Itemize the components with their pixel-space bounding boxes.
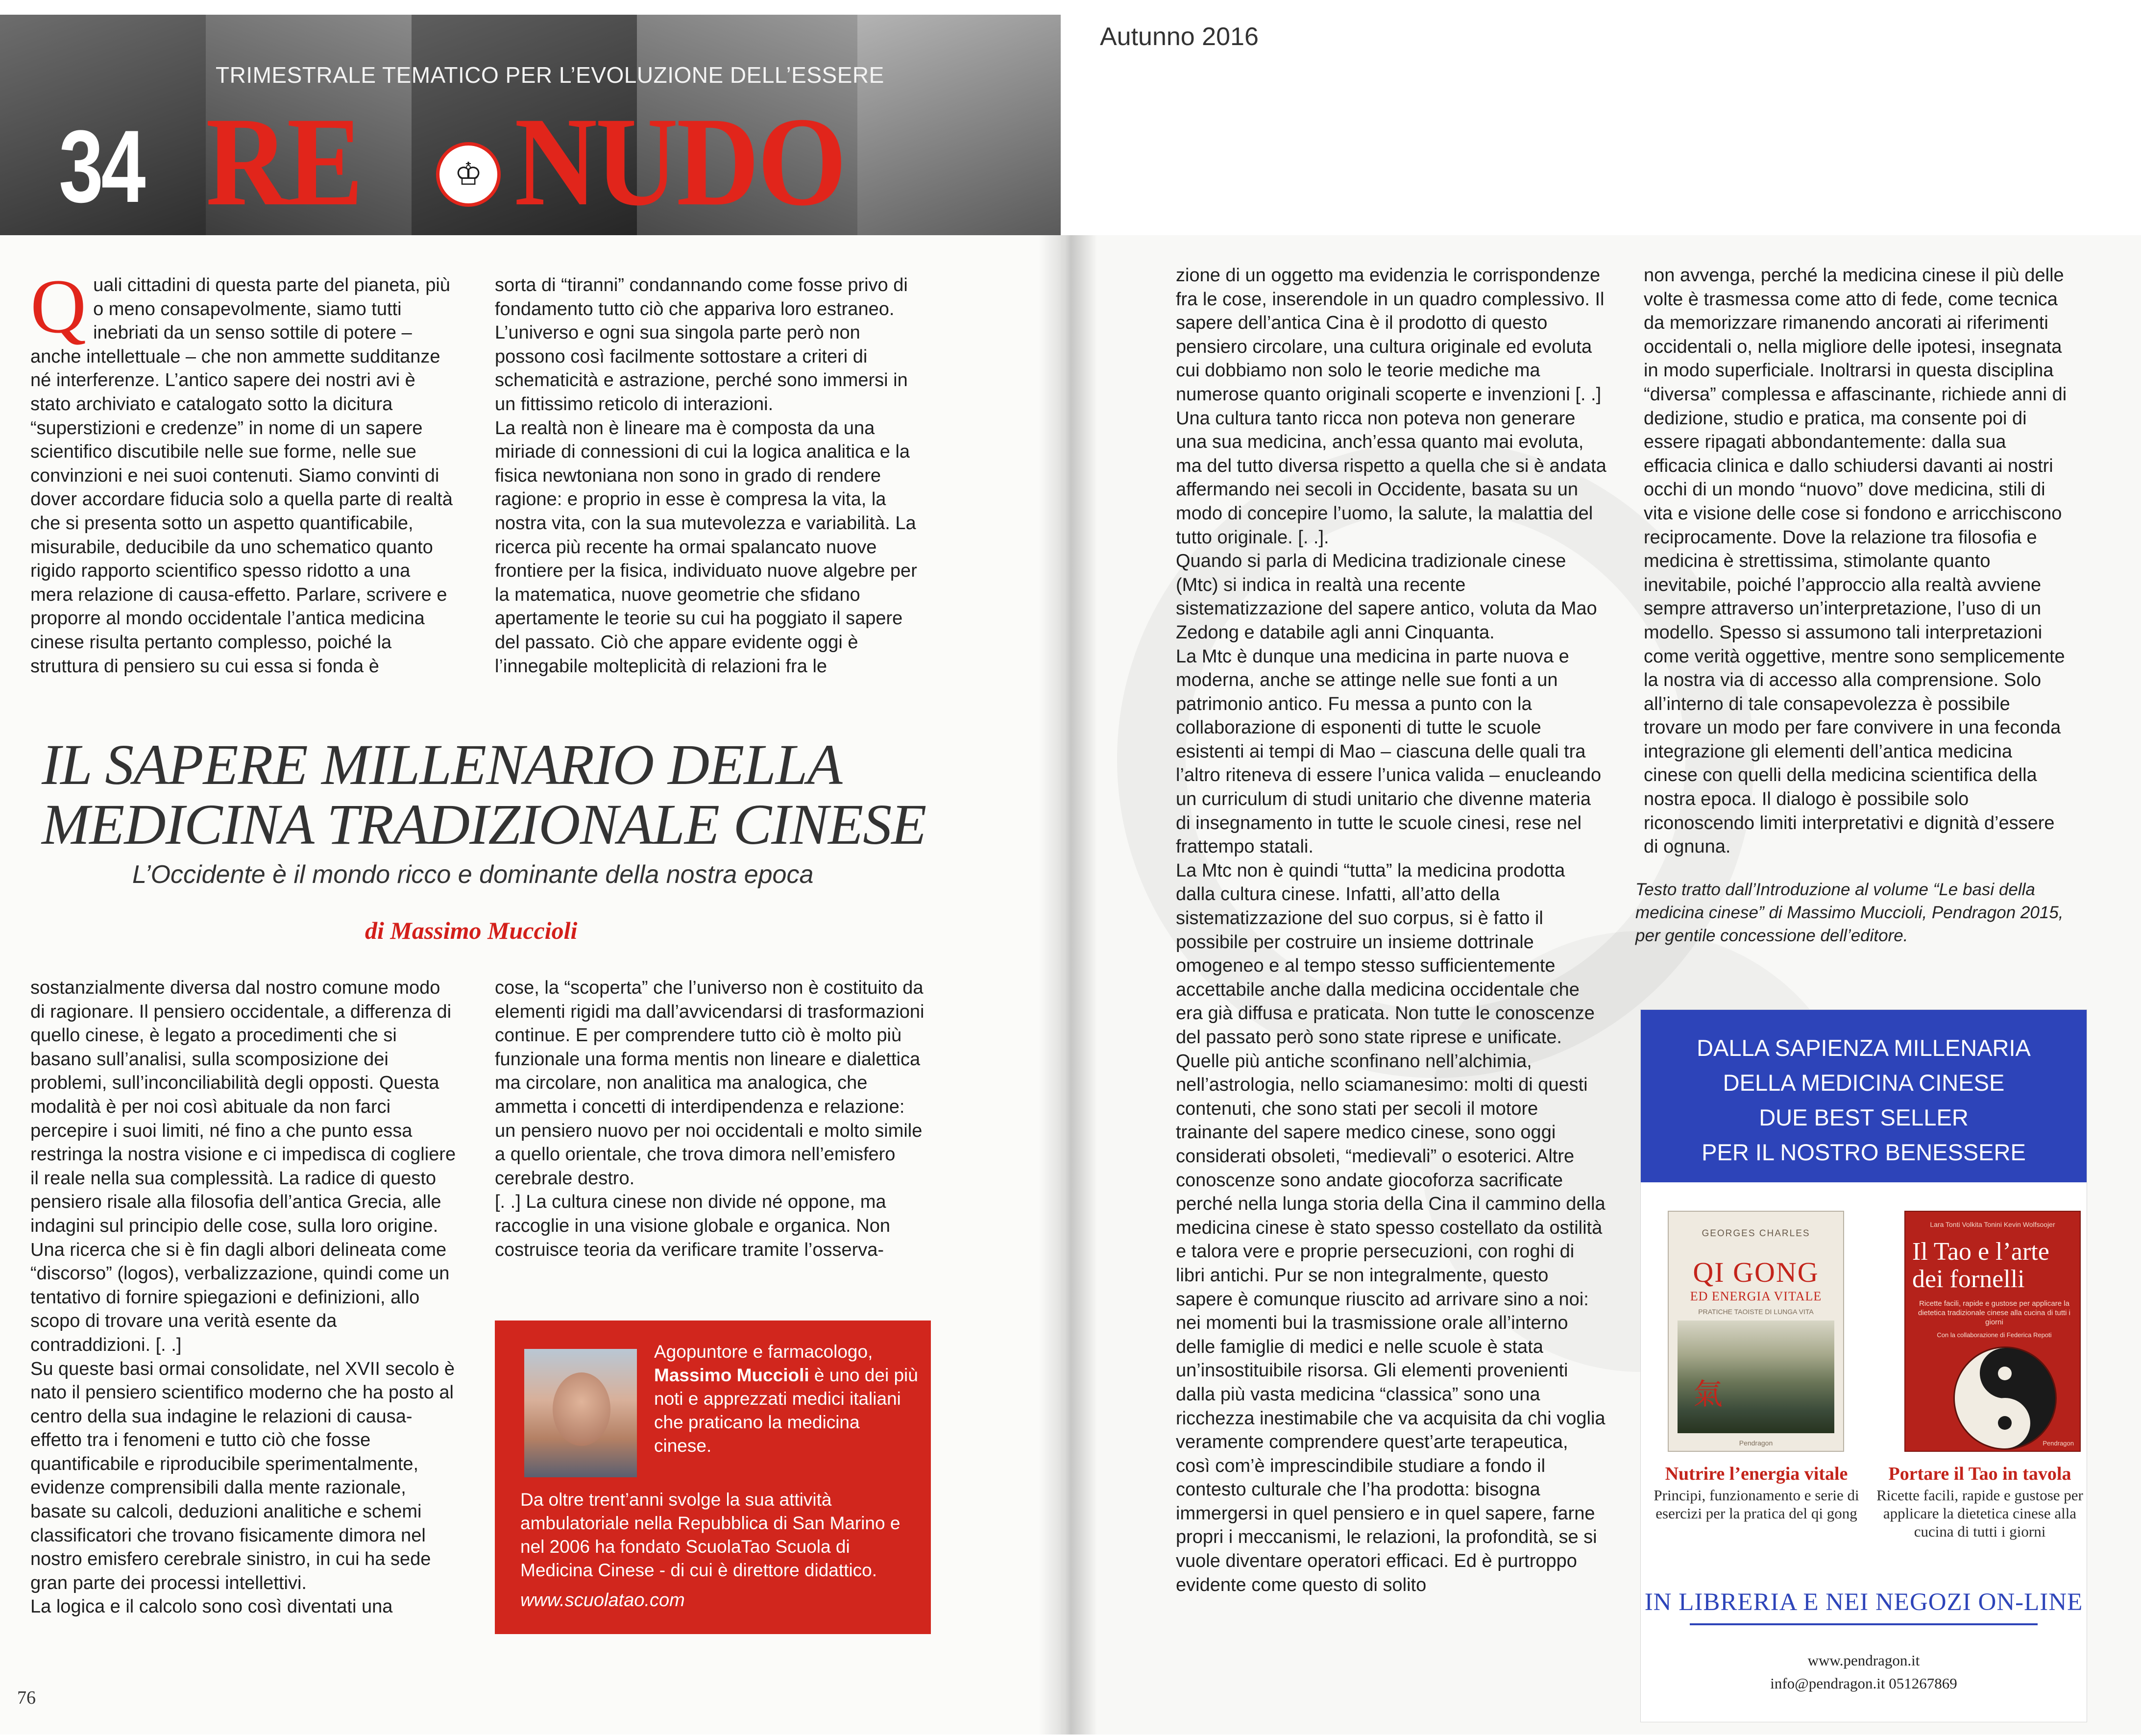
page-number: 76 (17, 1687, 36, 1708)
paragraph: [. .] La cultura cinese non divide né oppone, ma raccoglie in una visione globale e organica. Non costruisce teoria da verificare tramite l’osserva- (495, 1192, 890, 1260)
magazine-title: NUDO (514, 91, 845, 232)
paragraph: zione di un oggetto ma evidenzia le corrispondenze fra le cose, inserendole in un quadro complessivo. Il sapere dell’antica Cina è il prodotto di questo pensiero circolare, una cultura originale ed evoluta cui dobbiamo non solo le teorie mediche ma numerose quanto originali scoperte e invenzioni [. .] (1176, 265, 1605, 405)
ad-headline-line: PER IL NOSTRO BENESSERE (1702, 1139, 2026, 1165)
paragraph: uali cittadini di questa parte del pianeta, più o meno consapevolmente, siamo tutti inebriati da un senso sottile di potere – anche intellettuale – che non ammette sudditanze né interferenze. L’antico sapere dei nostri avi è stato archiviato e catalogato sotto la dicitura “superstizioni e credenze” in nome di un sapere scientifico discutibile nelle sue forme, nelle sue convinzioni e nei suoi contenuti. Siamo convinti di dover accordare fiducia solo a quella parte di realtà che si presenta sotto un aspetto quantificabile, misurabile, deducibile da uno schematico quanto rigido rapporto scientifico spesso ridotto a una mera relazione di causa-effetto. Parlare, scrivere e proporre al mondo occidentale l’antica medicina cinese risulta pertanto complesso, poiché la struttura di pensiero su cui essa si fonda è (30, 275, 453, 677)
paragraph: La logica e il calcolo sono così diventati una (30, 1596, 393, 1617)
book-caption-title: Portare il Tao in tavola (1888, 1464, 2071, 1484)
article-headline: IL SAPERE MILLENARIO DELLA MEDICINA TRADIZIONALE CINESE (42, 733, 926, 856)
article-byline: di Massimo Muccioli (365, 917, 578, 944)
book-tagline: PRATICHE TAOISTE DI LUNGA VITA (1698, 1308, 1814, 1316)
author-face (553, 1372, 610, 1446)
article-column-1-bottom (30, 976, 457, 1619)
article-column-2-top (495, 273, 926, 678)
book-publisher: Pendragon (2043, 1440, 2074, 1447)
article-column-3 (1176, 264, 1607, 1597)
book-caption-body: Principi, funzionamento e serie di esercizi per la pratica del qi gong (1654, 1487, 1859, 1522)
bio-name: Massimo Muccioli (654, 1365, 809, 1385)
yin-yang-icon (1953, 1346, 2057, 1450)
magazine-title: RE (206, 91, 362, 232)
publisher-contact: info@pendragon.it 051267869 (1770, 1675, 1957, 1692)
crown-emblem-icon: ♔ (436, 142, 501, 207)
drop-cap: Q (30, 264, 87, 349)
article-column-4 (1644, 264, 2070, 859)
paragraph: Una cultura tanto ricca non poteva non generare una sua medicina, anch’essa quanto mai evoluta, ma del tutto diversa rispetto a quella che si è andata affermando nei secoli in Occidente, basata su un modo di concepire l’uomo, la salute, la malattia del tutto originale. [. .]. (1176, 408, 1606, 548)
masthead-photo (857, 15, 1061, 235)
page-gutter (1039, 235, 1097, 1735)
book-cover-tao[interactable] (1904, 1211, 2081, 1452)
book-cover-qi-gong[interactable] (1668, 1211, 1844, 1452)
ad-headline (1641, 1010, 2087, 1182)
calligraphy-icon: 氣 (1693, 1377, 1723, 1412)
bio-intro (654, 1340, 919, 1458)
masthead (0, 15, 1061, 235)
book-title: QI GONG (1693, 1256, 1819, 1288)
book-authors: Lara Tonti Volkita Tonini Kevin Wolfsoojer (1930, 1221, 2055, 1228)
book-advertisement (1640, 1009, 2087, 1722)
ad-headline-line: DELLA MEDICINA CINESE (1723, 1070, 2005, 1096)
book-description: Ricette facili, rapide e gustose per applicare la dietetica tradizionale cinese alla cucina di tutti i giorni (1918, 1299, 2070, 1326)
paragraph: Quando si parla di Medicina tradizionale cinese (Mtc) si indica in realtà una recente sistematizzazione del sapere antico, voluta da Mao Zedong e databile agli anni Cinquanta. (1176, 551, 1597, 643)
ad-headline-line: DUE BEST SELLER (1759, 1104, 1969, 1130)
school-website-link[interactable]: www.scuolatao.com (520, 1590, 685, 1611)
bio-role: Agopuntore e farmacologo, (654, 1342, 873, 1362)
article-column-2-bottom (495, 976, 926, 1262)
paragraph: non avvenga, perché la medicina cinese il più delle volte è trasmessa come atto di fede, come tecnica da memorizzare rimanendo ancorati ai riferimenti occidentali o, nella migliore delle ipotesi, insegnata in modo superficiale. Inoltrarsi in questa disciplina “diversa” complessa e affascinante, richiede anni di dedizione, studio e pratica, ma consente poi di essere ripagati abbondantemente: dalla sua efficacia clinica e dallo schiudersi davanti ai nostri occhi di un mondo “nuovo” dove medicina, stili di vita e visione delle cose si fondono e arricchiscono reciprocamente. Dove la relazione tra filosofia e medicina è strettissima, stimolante quanto inevitabile, poiché l’approccio alla realtà avviene sempre attraverso un’interpretazione, l’uso di un modello. Spesso si assumono tali interpretazioni come verità oggettive, mentre sono semplicemente la nostra via di accesso alla comprensione. Solo all’interno di tale consapevolezza è possibile trovare un modo per fare convivere in una feconda integrazione gli elementi dell’antica medicina cinese con quelli della medicina scientifica della nostra epoca. Il dialogo è possibile solo riconoscendo limiti interpretativi e dignità d’essere di ognuna. (1644, 265, 2067, 857)
book-title: Il Tao e l’arte dei fornelli (1912, 1238, 2049, 1293)
book-caption-body: Ricette facili, rapide e gustose per applicare la dietetica cinese alla cucina di tutti i giorni (1876, 1487, 2083, 1540)
publisher-website-link[interactable]: www.pendragon.it (1807, 1652, 1920, 1669)
masthead-tagline: TRIMESTRALE TEMATICO PER L’EVOLUZIONE DELL’ESSERE (216, 62, 884, 88)
article-subheadline: L’Occidente è il mondo ricco e dominante della nostra epoca (132, 860, 814, 889)
issue-date: Autunno 2016 (1100, 23, 1259, 51)
paragraph: La Mtc non è quindi “tutta” la medicina prodotta dalla cultura cinese. Infatti, all’atto della sistematizzazione del suo corpus, si è fatto il possibile per costruire un insieme dottrinale omogeneo e al tempo stesso sufficientemente accettabile anche dalla medicina occidentale che era già diffusa e praticata. Non tutte le conoscenze del passato però sono state riprese e unificate. Quelle più antiche sconfinano nell’alchimia, nell’astrologia, nello sciamanesimo: molti di questi contenuti, che sono stati per secoli il motore trainante del sapere medico cinese, sono oggi considerati obsoleti, “medievali” o esoterici. Altre conoscenze sono andate giocoforza sacrificate perché nella lunga storia della Cina il cammino della medicina cinese è stato spesso costellato da ostilità e talora vere e proprie persecuzioni, con roghi di libri antichi. Pur se non integralmente, questo sapere è comunque riuscito ad arrivare sino a noi: nei momenti bui la trasmissione orale all’interno delle famiglie di medici e nelle scuole è stata un’insostituibile risorsa. Gli elementi provenienti dalla più vasta medicina “classica” sono una ricchezza inestimabile che va acquisita da chi voglia veramente comprendere quest’arte terapeutica, così com’è imprescindibile studiare a fondo il contesto culturale che l’ha prodotta: bisogna immergersi in quel pensiero e in quel sapere, farne propri i meccanismi, le relazioni, la profondità, se si vuole diventare operatori efficaci. Ed è purtroppo evidente come questo di solito (1176, 860, 1606, 1595)
book-subtitle: ED ENERGIA VITALE (1690, 1289, 1822, 1303)
author-bio-box (495, 1320, 931, 1634)
book-caption-title: Nutrire l’energia vitale (1665, 1464, 1848, 1484)
paragraph: La Mtc è dunque una medicina in parte nuova e moderna, anche se attinge nelle sue fonti a un patrimonio antico. Fu messa a punto con la collaborazione di esponenti di tutte le scuole esistenti ai tempi di Mao – ciascuna delle quali tra l’altro riteneva di essere l’unica valida – enucleando un curriculum di studi unitario che divenne materia di insegnamento in tutte le scuole cinesi, rese nel frattempo statali. (1176, 646, 1602, 857)
ad-call-to-action: IN LIBRERIA E NEI NEGOZI ON-LINE (1644, 1589, 2083, 1616)
ad-divider (1690, 1623, 2038, 1625)
book-collaboration: Con la collaborazione di Federica Repoti (1937, 1331, 2052, 1339)
book-publisher: Pendragon (1739, 1439, 1773, 1447)
paragraph: Su queste basi ormai consolidate, nel XVII secolo è nato il pensiero scientifico moderno che ha posto al centro della sua indagine le relazioni di causa-effetto tra i fenomeni e tutto ciò che fosse quantificabile e riproducibile sperimentalmente, evidenze comprensibili dalla mente razionale, basate su calcoli, deduzioni analitiche e schemi classificatori che trovano fisicamente dimora nel nostro emisfero cerebrale sinistro, in cui ha sede gran parte dei processi intellettivi. (30, 1358, 455, 1593)
article-column-1-top (30, 264, 457, 678)
paragraph: cose, la “scoperta” che l’universo non è costituito da elementi rigidi ma dall’avvicendarsi di trasformazioni continue. E per comprendere tutto ciò è molto più funzionale una forma mentis non lineare e dialettica ma circolare, non analitica ma analogica, che ammetta i concetti di interdipendenza e relazione: un pensiero nuovo per noi occidentali e molto simile a quello orientale, che trova dimora nell’emisfero cerebrale destro. (495, 978, 925, 1189)
source-credit: Testo tratto dall’Introduzione al volume “Le basi della medicina cinese” di Massimo Muccioli, Pendragon 2015, per gentile concessione dell’editore. (1635, 880, 2064, 945)
book-author: GEORGES CHARLES (1702, 1228, 1810, 1239)
issue-number: 34 (59, 109, 144, 224)
bio-description: è uno dei più noti e apprezzati medici italiani che praticano la medicina cinese. (654, 1365, 918, 1456)
paragraph: La realtà non è lineare ma è composta da una miriade di connessioni di cui la logica analitica e la fisica newtoniana non sono in grado di rendere ragione: e proprio in esse è compresa la vita, la nostra vita, con la sua mutevolezza e variabilità. La ricerca più recente ha ormai spalancato nuove frontiere per la fisica, individuato nuove algebre per la matematica, nuove geometrie che sfidano apertamente le teorie su cui ha poggiato il sapere del passato. Ciò che appare evidente oggi è l’innegabile molteplicità di relazioni fra le (495, 417, 917, 677)
paragraph: sostanzialmente diversa dal nostro comune modo di ragionare. Il pensiero occidentale, a differenza di quello cinese, è legato a procedimenti che si basano sull’analisi, sulla scomposizione dei problemi, sull’inconciliabilità degli opposti. Questa modalità è per noi così abituale da non farci percepire i suoi limiti, né fino a che punto essa restringa la nostra visione e ci impedisca di cogliere il reale nella sua complessità. La radice di questo pensiero risale alla filosofia dell’antica Grecia, alle indagini sul principio delle cose, sulla loro origine. Una ricerca che si è fin dagli albori delineata come “discorso” (logos), verbalizzazione, quindi come un tentativo di fornire spiegazioni e definizioni, allo scopo di trovare una verità esente da contraddizioni. [. .] (30, 978, 456, 1355)
ad-headline-line: DALLA SAPIENZA MILLENARIA (1697, 1035, 2031, 1061)
author-photo (524, 1349, 637, 1477)
paragraph: sorta di “tiranni” condannando come fosse privo di fondamento tutto ciò che appariva loro estraneo. L’universo e ogni sua singola parte però non possono così facilmente sottostare a criteri di schematicità e astrazione, perché sono immersi in un fittissimo reticolo di interazioni. (495, 275, 908, 415)
bio-details: Da oltre trent’anni svolge la sua attività ambulatoriale nella Repubblica di San Marino e nel 2006 ha fondato ScuolaTao Scuola di Medicina Cinese - di cui è direttore didattico. (520, 1490, 900, 1580)
